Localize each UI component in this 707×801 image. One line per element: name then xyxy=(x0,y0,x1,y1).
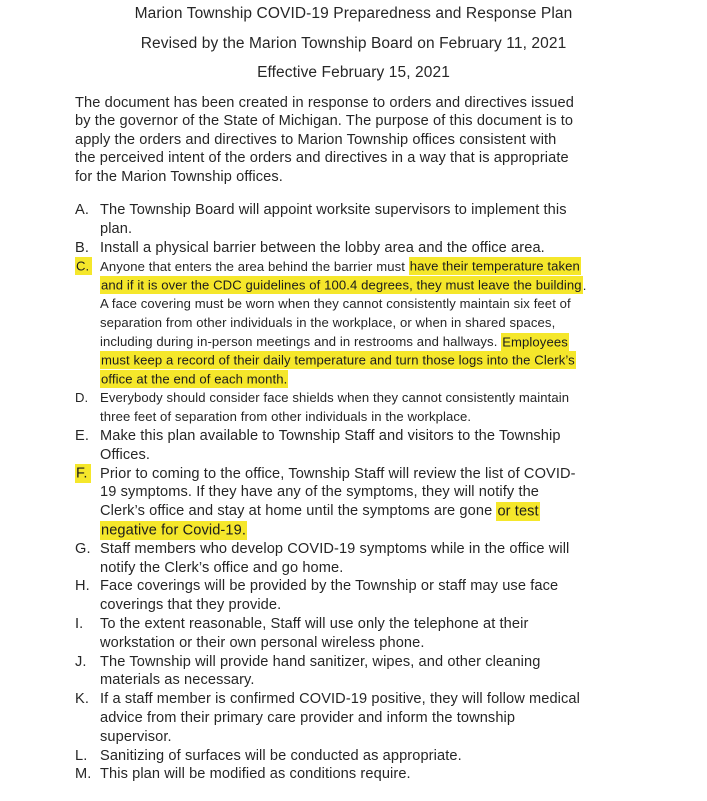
item-letter: K. xyxy=(75,691,89,708)
item-line xyxy=(100,258,687,277)
intro-line: by the governor of the State of Michigan. The purpose of this document is to xyxy=(75,113,574,130)
text-segment: Face coverings will be provided by the Township or staff may use face xyxy=(100,578,559,595)
item-letter: H. xyxy=(75,578,90,595)
text-segment: Offices. xyxy=(100,446,151,463)
intro-line: the perceived intent of the orders and directives in a way that is appropriate xyxy=(75,150,569,167)
intro-line: for the Marion Township offices. xyxy=(75,168,283,185)
text-segment: Clerk’s office and stay at home until the symptoms are gone xyxy=(100,503,497,520)
item-letter: M. xyxy=(75,766,92,783)
text-segment: notify the Clerk’s office and go home. xyxy=(100,559,344,576)
doc-effective-line: Effective February 15, 2021 xyxy=(257,64,450,81)
item-letter: I. xyxy=(75,616,84,632)
item-line xyxy=(100,559,687,578)
item-line xyxy=(100,465,687,484)
item-line xyxy=(100,747,687,766)
list-item xyxy=(75,465,687,540)
item-letter: D. xyxy=(75,390,89,406)
list-item xyxy=(75,577,687,615)
text-segment: . xyxy=(582,277,587,293)
item-letter: G. xyxy=(75,540,91,557)
item-line xyxy=(100,427,687,446)
item-letter xyxy=(75,465,91,484)
item-letter: J. xyxy=(75,653,87,670)
text-segment: To the extent reasonable, Staff will use only the telephone at their xyxy=(100,616,529,632)
list-item xyxy=(75,239,687,258)
text-segment: Sanitizing of surfaces will be conducted as appropriate. xyxy=(100,747,462,764)
highlight: negative for Covid-19. xyxy=(101,522,246,539)
item-line xyxy=(100,295,687,314)
item-line xyxy=(100,220,687,239)
item-line xyxy=(100,577,687,596)
text-segment: The Township will provide hand sanitizer, wipes, and other cleaning xyxy=(100,653,541,670)
list-item xyxy=(75,765,687,784)
item-line xyxy=(100,333,687,352)
intro-line: The document has been created in response to orders and directives issued xyxy=(75,94,574,111)
item-line xyxy=(100,690,687,709)
text-segment: supervisor. xyxy=(100,728,172,745)
text-segment: materials as necessary. xyxy=(100,672,255,689)
item-letter: B. xyxy=(75,240,89,257)
list-item xyxy=(75,747,687,766)
highlight: and if it is over the CDC guidelines of 100.4 degrees, they must leave the building xyxy=(101,277,582,293)
highlight: C. xyxy=(75,257,92,275)
item-line xyxy=(100,314,687,333)
document-header xyxy=(0,0,707,81)
text-segment: Make this plan available to Township Staff and visitors to the Township xyxy=(100,428,561,445)
text-segment: plan. xyxy=(100,221,133,238)
item-line xyxy=(100,277,687,296)
highlight: must keep a record of their daily temperature and turn those logs into the Clerk’s xyxy=(101,352,575,368)
intro-line: apply the orders and directives to Marion Township offices consistent with xyxy=(75,131,557,148)
list-item xyxy=(75,427,687,465)
item-line xyxy=(100,371,687,390)
plan-items-list xyxy=(75,201,687,784)
list-item xyxy=(75,540,687,578)
item-line xyxy=(100,671,687,690)
text-segment: Everybody should consider face shields when they cannot consistently maintain xyxy=(100,390,570,406)
text-segment: separation from other individuals in the workplace, or when in shared spaces, xyxy=(100,315,556,331)
text-segment: Staff members who develop COVID-19 symptoms while in the office will xyxy=(100,540,570,557)
text-segment: This plan will be modified as conditions require. xyxy=(100,766,411,783)
text-segment: Prior to coming to the office, Township Staff will review the list of COVID- xyxy=(100,465,576,482)
item-line xyxy=(100,596,687,615)
item-line xyxy=(100,389,687,408)
item-letter: A. xyxy=(75,202,89,219)
text-segment: workstation or their own personal wireless phone. xyxy=(100,634,425,651)
highlight: or test xyxy=(497,503,539,520)
item-line xyxy=(100,653,687,672)
item-letter: E. xyxy=(75,428,89,445)
text-segment: Install a physical barrier between the lobby area and the office area. xyxy=(100,240,545,257)
text-segment: Anyone that enters the area behind the barrier must xyxy=(100,258,409,274)
item-line xyxy=(100,352,687,371)
highlight: office at the end of each month. xyxy=(101,371,288,387)
list-item xyxy=(75,389,687,427)
text-segment: If a staff member is confirmed COVID-19 positive, they will follow medical xyxy=(100,691,580,708)
text-segment: advice from their primary care provider and inform the township xyxy=(100,709,516,726)
intro-paragraph xyxy=(75,94,677,187)
item-line xyxy=(100,709,687,728)
text-segment: three feet of separation from other individuals in the workplace. xyxy=(100,409,472,425)
item-line xyxy=(100,728,687,747)
item-letter xyxy=(75,258,92,277)
list-item xyxy=(75,201,687,239)
list-item xyxy=(75,653,687,691)
item-line xyxy=(100,615,687,634)
item-line xyxy=(100,765,687,784)
item-line xyxy=(100,239,687,258)
item-line xyxy=(100,201,687,220)
doc-revision-line: Revised by the Marion Township Board on February 11, 2021 xyxy=(140,34,567,52)
list-item xyxy=(75,615,687,653)
item-line xyxy=(100,408,687,427)
text-segment: A face covering must be worn when they cannot consistently maintain six feet of xyxy=(100,296,571,312)
item-line xyxy=(100,446,687,465)
highlight: Employees xyxy=(502,334,568,350)
item-line xyxy=(100,483,687,502)
text-segment: 19 symptoms. If they have any of the symptoms, they will notify the xyxy=(100,484,540,501)
text-segment: The Township Board will appoint worksite supervisors to implement this xyxy=(100,202,567,219)
list-item xyxy=(75,690,687,746)
doc-title: Marion Township COVID-19 Preparedness and Response Plan xyxy=(134,5,573,22)
highlight: have their temperature taken xyxy=(409,258,580,274)
text-segment: coverings that they provide. xyxy=(100,597,282,614)
item-line xyxy=(100,540,687,559)
list-item xyxy=(75,258,687,390)
text-segment: including during in-person meetings and in restrooms and hallways. xyxy=(100,334,502,350)
item-line xyxy=(100,502,687,521)
item-letter: L. xyxy=(75,747,88,764)
item-line xyxy=(100,521,687,540)
highlight: F. xyxy=(75,464,91,483)
item-line xyxy=(100,634,687,653)
